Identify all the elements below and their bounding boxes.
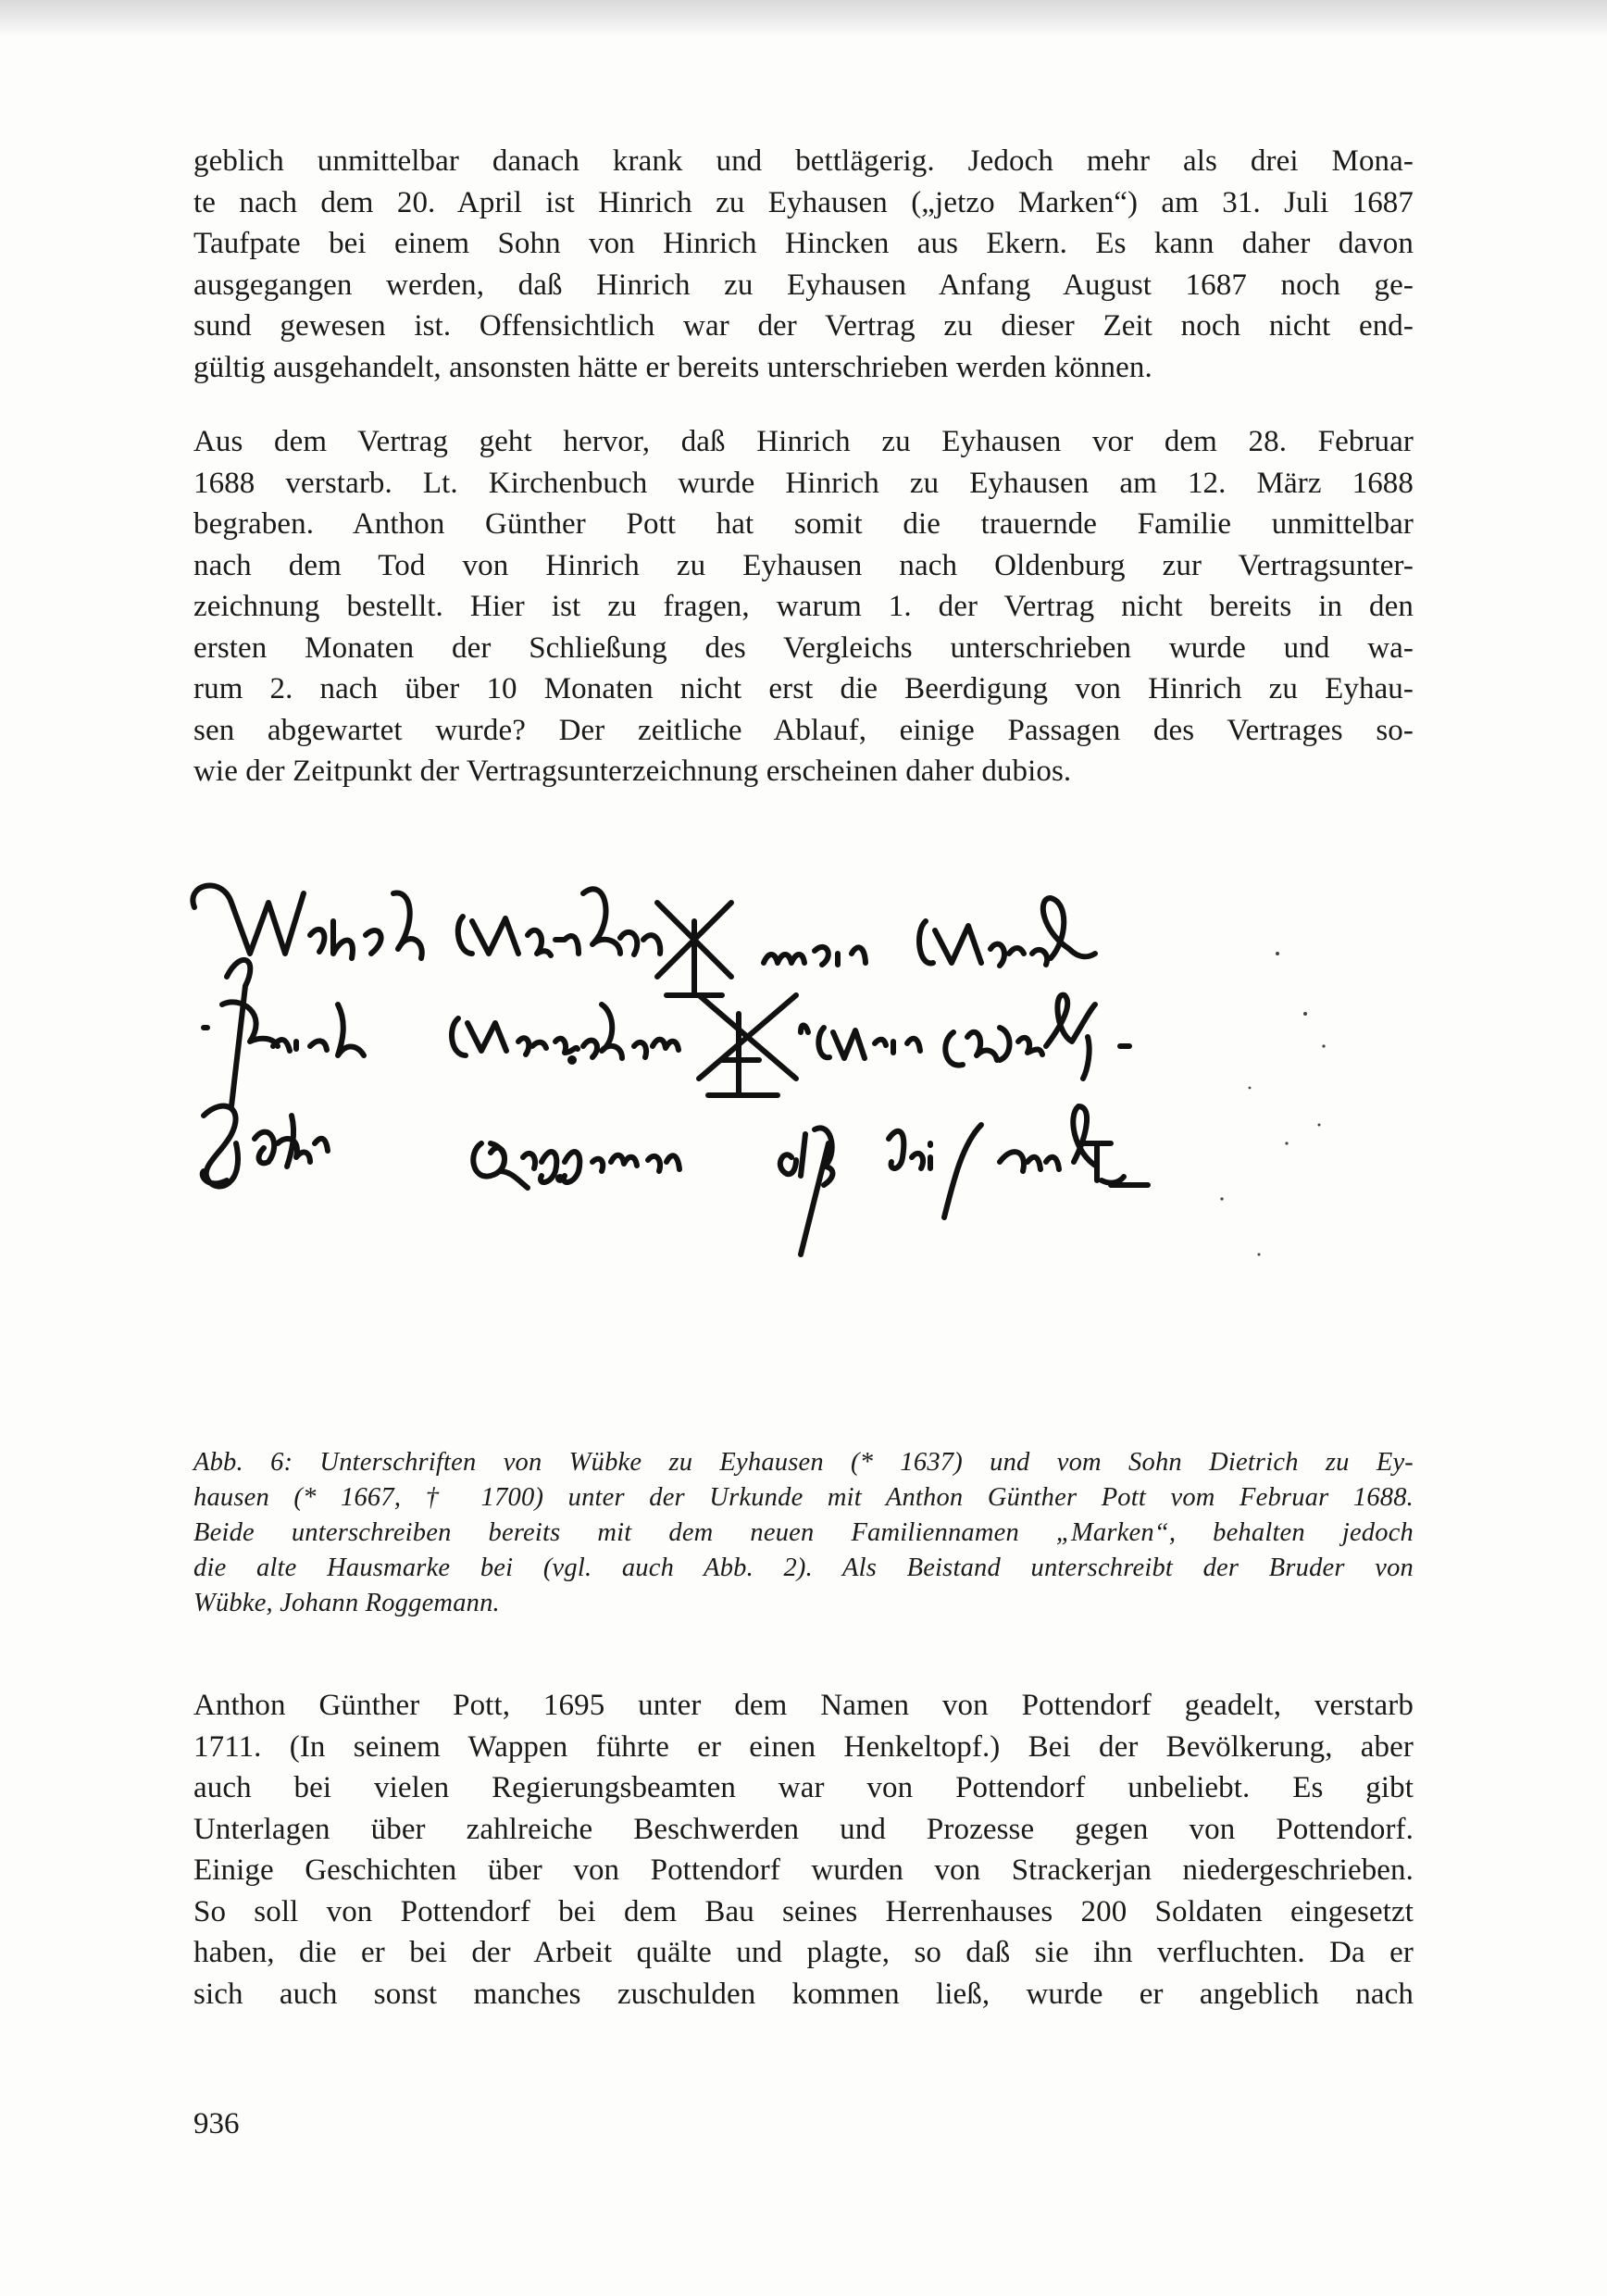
text-line: begraben. Anthon Günther Pott hat somit die trauernde Familie unmittelbar <box>193 507 1414 541</box>
text-line: sich auch sonst manches zuschulden kommen ließ, wurde er angeblich nach <box>193 1977 1414 2011</box>
text-line: ersten Monaten der Schließung des Vergleichs unterschrieben wurde und wa- <box>193 630 1414 665</box>
signature-johan-roggeman <box>203 1106 679 1188</box>
signature-mein-marck-2 <box>801 995 1129 1079</box>
text-line: Anthon Günther Pott, 1695 unter dem Namen von Pottendorf geadelt, verstarb <box>193 1689 1414 1722</box>
text-line: geblich unmittelbar danach krank und bettlägerig. Jedoch mehr als drei Mona- <box>193 144 1414 178</box>
text-line: haben, die er bei der Arbeit quälte und plagte, so daß sie ihn verfluchten. Da er <box>193 1936 1414 1969</box>
signature-als-beistandt <box>780 1106 1148 1254</box>
text-line: auch bei vielen Regierungsbeamten war von Pottendorf unbeliebt. Es gibt <box>193 1771 1414 1804</box>
signature-wuebke-marken <box>193 885 660 958</box>
text-line: te nach dem 20. April ist Hinrich zu Eyhausen („jetzo Marken“) am 31. Juli 1687 <box>193 185 1414 219</box>
text-line: sund gewesen ist. Offensichtlich war der Vertrag zu dieser Zeit noch nicht end- <box>193 309 1414 343</box>
signature-mein-marck-1 <box>764 898 1095 966</box>
text-line: nach dem Tod von Hinrich zu Eyhausen nach Oldenburg zur Vertragsunter- <box>193 548 1414 582</box>
text-line: ausgegangen werden, daß Hinrich zu Eyhausen Anfang August 1687 noch ge- <box>193 268 1414 302</box>
body-paragraph-1 <box>193 141 1414 388</box>
text-line: Taufpate bei einem Sohn von Hinrich Hincken aus Ekern. Es kann daher davon <box>193 227 1414 260</box>
text-line: sen abgewartet wurde? Der zeitliche Ablauf, einige Passagen des Vertrages so- <box>193 713 1414 747</box>
text-line: Einige Geschichten über von Pottendorf wurden von Strackerjan niedergeschrieben. <box>193 1853 1414 1887</box>
signature-dierik-marckam <box>204 960 679 1106</box>
caption-line: Beide unterschreiben bereits mit dem neuen Familiennamen „Marken“, behalten jedoch <box>193 1518 1414 1547</box>
text-line: So soll von Pottendorf bei dem Bau seines Herrenhauses 200 Soldaten eingesetzt <box>193 1894 1414 1928</box>
caption-line: Abb. 6: Unterschriften von Wübke zu Eyhausen (* 1637) und vom Sohn Dietrich zu Ey- <box>193 1448 1414 1477</box>
text-line: gültig ausgehandelt, ansonsten hätte er bereits unterschrieben werden können. <box>193 350 1152 384</box>
text-line: rum 2. nach über 10 Monaten nicht erst die Beerdigung von Hinrich zu Eyhau- <box>193 672 1414 705</box>
body-paragraph-3 <box>193 1685 1414 2015</box>
text-line: 1711. (In seinem Wappen führte er einen Henkeltopf.) Bei der Bevölkerung, aber <box>193 1729 1414 1764</box>
text-line: wie der Zeitpunkt der Vertragsunterzeichnung erscheinen daher dubios. <box>193 755 1072 788</box>
page-number: 936 <box>193 2107 240 2140</box>
text-line: 1688 verstarb. Lt. Kirchenbuch wurde Hinrich zu Eyhausen am 12. März 1688 <box>193 466 1414 500</box>
scan-edge-shadow <box>0 0 1607 37</box>
caption-line: hausen (* 1667, † 1700) unter der Urkunde mit Anthon Günther Pott vom Februar 1688. <box>193 1483 1414 1512</box>
signatures-figure <box>185 866 1426 1421</box>
text-line: Unterlagen über zahlreiche Beschwerden und Prozesse gegen von Pottendorf. <box>193 1812 1414 1846</box>
scan-specks <box>1220 952 1325 1256</box>
figure-caption <box>193 1445 1414 1621</box>
body-paragraph-2 <box>193 421 1414 792</box>
house-mark-2 <box>699 995 796 1095</box>
caption-line: die alte Hausmarke bei (vgl. auch Abb. 2). Als Beistand unterschreibt der Bruder von <box>193 1554 1414 1582</box>
handwritten-signatures-image <box>185 866 1426 1421</box>
text-line: Aus dem Vertrag geht hervor, daß Hinrich zu Eyhausen vor dem 28. Februar <box>193 425 1414 458</box>
caption-line: Wübke, Johann Roggemann. <box>193 1589 500 1617</box>
house-mark-1 <box>657 903 731 995</box>
text-line: zeichnung bestellt. Hier ist zu fragen, warum 1. der Vertrag nicht bereits in den <box>193 590 1414 623</box>
